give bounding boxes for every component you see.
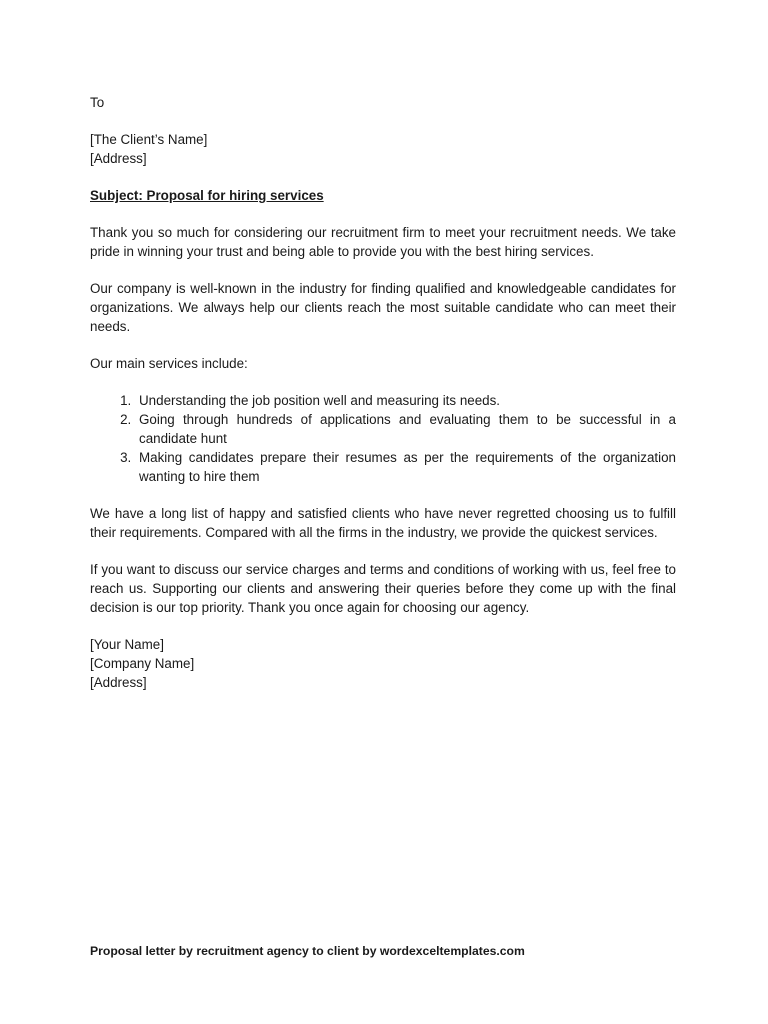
to-label: To [90, 95, 105, 110]
page-footer: Proposal letter by recruitment agency to client by wordexceltemplates.com [90, 944, 525, 958]
list-item: 2. Going through hundreds of applications and evaluating them to be successful in a candidate hunt [135, 410, 676, 448]
subject-line: Subject: Proposal for hiring services [90, 188, 324, 203]
recipient-name: [The Client’s Name] [90, 132, 208, 147]
recipient-address: [Address] [90, 151, 147, 166]
sender-block [90, 635, 676, 692]
letter-body [90, 93, 676, 710]
company-paragraph: Our company is well-known in the industry for finding qualified and knowledgeable candidates for organizations. We always help our clients reach the most suitable candidate who can meet their needs. [90, 281, 676, 334]
sender-company: [Company Name] [90, 656, 195, 671]
sender-address: [Address] [90, 675, 147, 690]
recipient-block [90, 130, 676, 168]
clients-paragraph: We have a long list of happy and satisfied clients who have never regretted choosing us to fulfill their requirements. Compared with all the firms in the industry, we provide the quickest services. [90, 506, 676, 540]
services-intro: Our main services include: [90, 356, 248, 371]
services-list [90, 391, 676, 486]
list-item: 3. Making candidates prepare their resumes as per the requirements of the organization wanting to hire them [135, 448, 676, 486]
intro-paragraph: Thank you so much for considering our recruitment firm to meet your recruitment needs. We take pride in winning your trust and being able to provide you with the best hiring services. [90, 225, 676, 259]
list-item: 1. Understanding the job position well and measuring its needs. [135, 391, 676, 410]
sender-name: [Your Name] [90, 637, 164, 652]
contact-paragraph: If you want to discuss our service charges and terms and conditions of working with us, feel free to reach us. Supporting our clients and answering their queries before they come up with the final decision is our top priority. Thank you once again for choosing our agency. [90, 562, 676, 615]
